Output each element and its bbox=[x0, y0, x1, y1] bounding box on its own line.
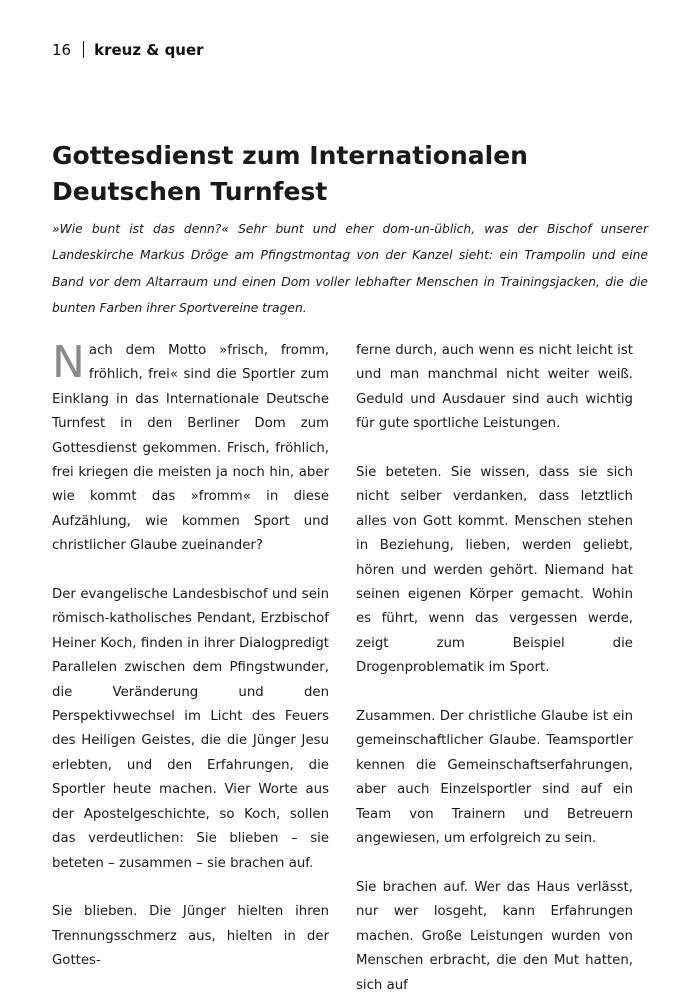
paragraph: Zusammen. Der christliche Glaube ist ein gemeinschaftlicher Glaube. Teamsportler kennen die Gemeinschaftserfahrungen, aber auch Einzelsportler sind auf ein Team von Trainern und Betreuern angewiesen, um erfolgreich zu sein. bbox=[356, 709, 633, 847]
header-divider bbox=[83, 41, 84, 58]
article-title bbox=[52, 138, 652, 210]
lead-paragraph: »Wie bunt ist das denn?« Sehr bunt und eher dom-un-üblich, was der Bischof unserer Landeskirche Markus Dröge am Pfingstmontag von der Kanzel sieht: ein Trampolin und eine Band vor dem Altarraum und einen Dom voller lebhafter Menschen in Trainingsjacken, die die bunten Farben ihrer Sportvereine tragen. bbox=[52, 222, 648, 315]
page-number: 16 bbox=[52, 41, 72, 59]
paragraph: Sie beteten. Sie wissen, dass sie sich nicht selber verdanken, dass letztlich alles von Gott kommt. Menschen stehen in Beziehung, lieben, werden geliebt, hören und werden gehört. Niemand hat seinen eigenen Körper gemacht. Wohin es führt, wenn das vergessen werde, zeigt zum Beispiel die Drogenproblematik im Sport. bbox=[356, 465, 633, 676]
paragraph: ferne durch, auch wenn es nicht leicht ist und man manchmal nicht weiter weiß. Geduld und Ausdauer sind auch wichtig für gute sportliche Leistungen. bbox=[356, 343, 633, 432]
paragraph: Der evangelische Landesbischof und sein römisch-katholisches Pendant, Erzbischof Heiner Koch, finden in ihrer Dialogpredigt Parallelen zwischen dem Pfingstwunder, die Veränderung und den Perspektivwechsel im Licht des Feuers des Heiligen Geistes, die die Jünger Jesu erlebten, und den Erfahrungen, die Sportler heute machen. Vier Worte aus der Apostelgeschichte, so Koch, sollen das verdeutlichen: Sie blieben – sie beteten – zusammen – sie brachen auf. bbox=[52, 587, 329, 871]
article-title-line-2: Deutschen Turnfest bbox=[52, 177, 328, 206]
article-title-line-1: Gottesdienst zum Internationalen bbox=[52, 141, 528, 170]
body-column-right bbox=[356, 339, 633, 998]
paragraph: Sie brachen auf. Wer das Haus verlässt, nur wer losgeht, kann Erfahrungen machen. Große Leistungen wurden von Menschen erbracht, die den Mut hatten, sich auf bbox=[356, 879, 633, 993]
section-title: kreuz & quer bbox=[94, 41, 204, 59]
drop-cap: N bbox=[52, 337, 85, 388]
paragraph: Sie blieben. Die Jünger hielten ihren Trennungsschmerz aus, hielten in der Gottes- bbox=[52, 904, 329, 969]
paragraph bbox=[52, 339, 329, 559]
body-column-left bbox=[52, 339, 329, 974]
running-header bbox=[52, 41, 204, 59]
paragraph-text: ach dem Motto »frisch, fromm, fröhlich, frei« sind die Sportler zum Einklang in das Internationale Deutsche Turnfest in den Berliner Dom zum Gottesdienst gekommen. Frisch, fröhlich, frei kriegen die meisten ja noch hin, aber wie kommt das »fromm« in diese Aufzählung, wie kommen Sport und christlicher Glaube zueinander? bbox=[52, 343, 329, 554]
